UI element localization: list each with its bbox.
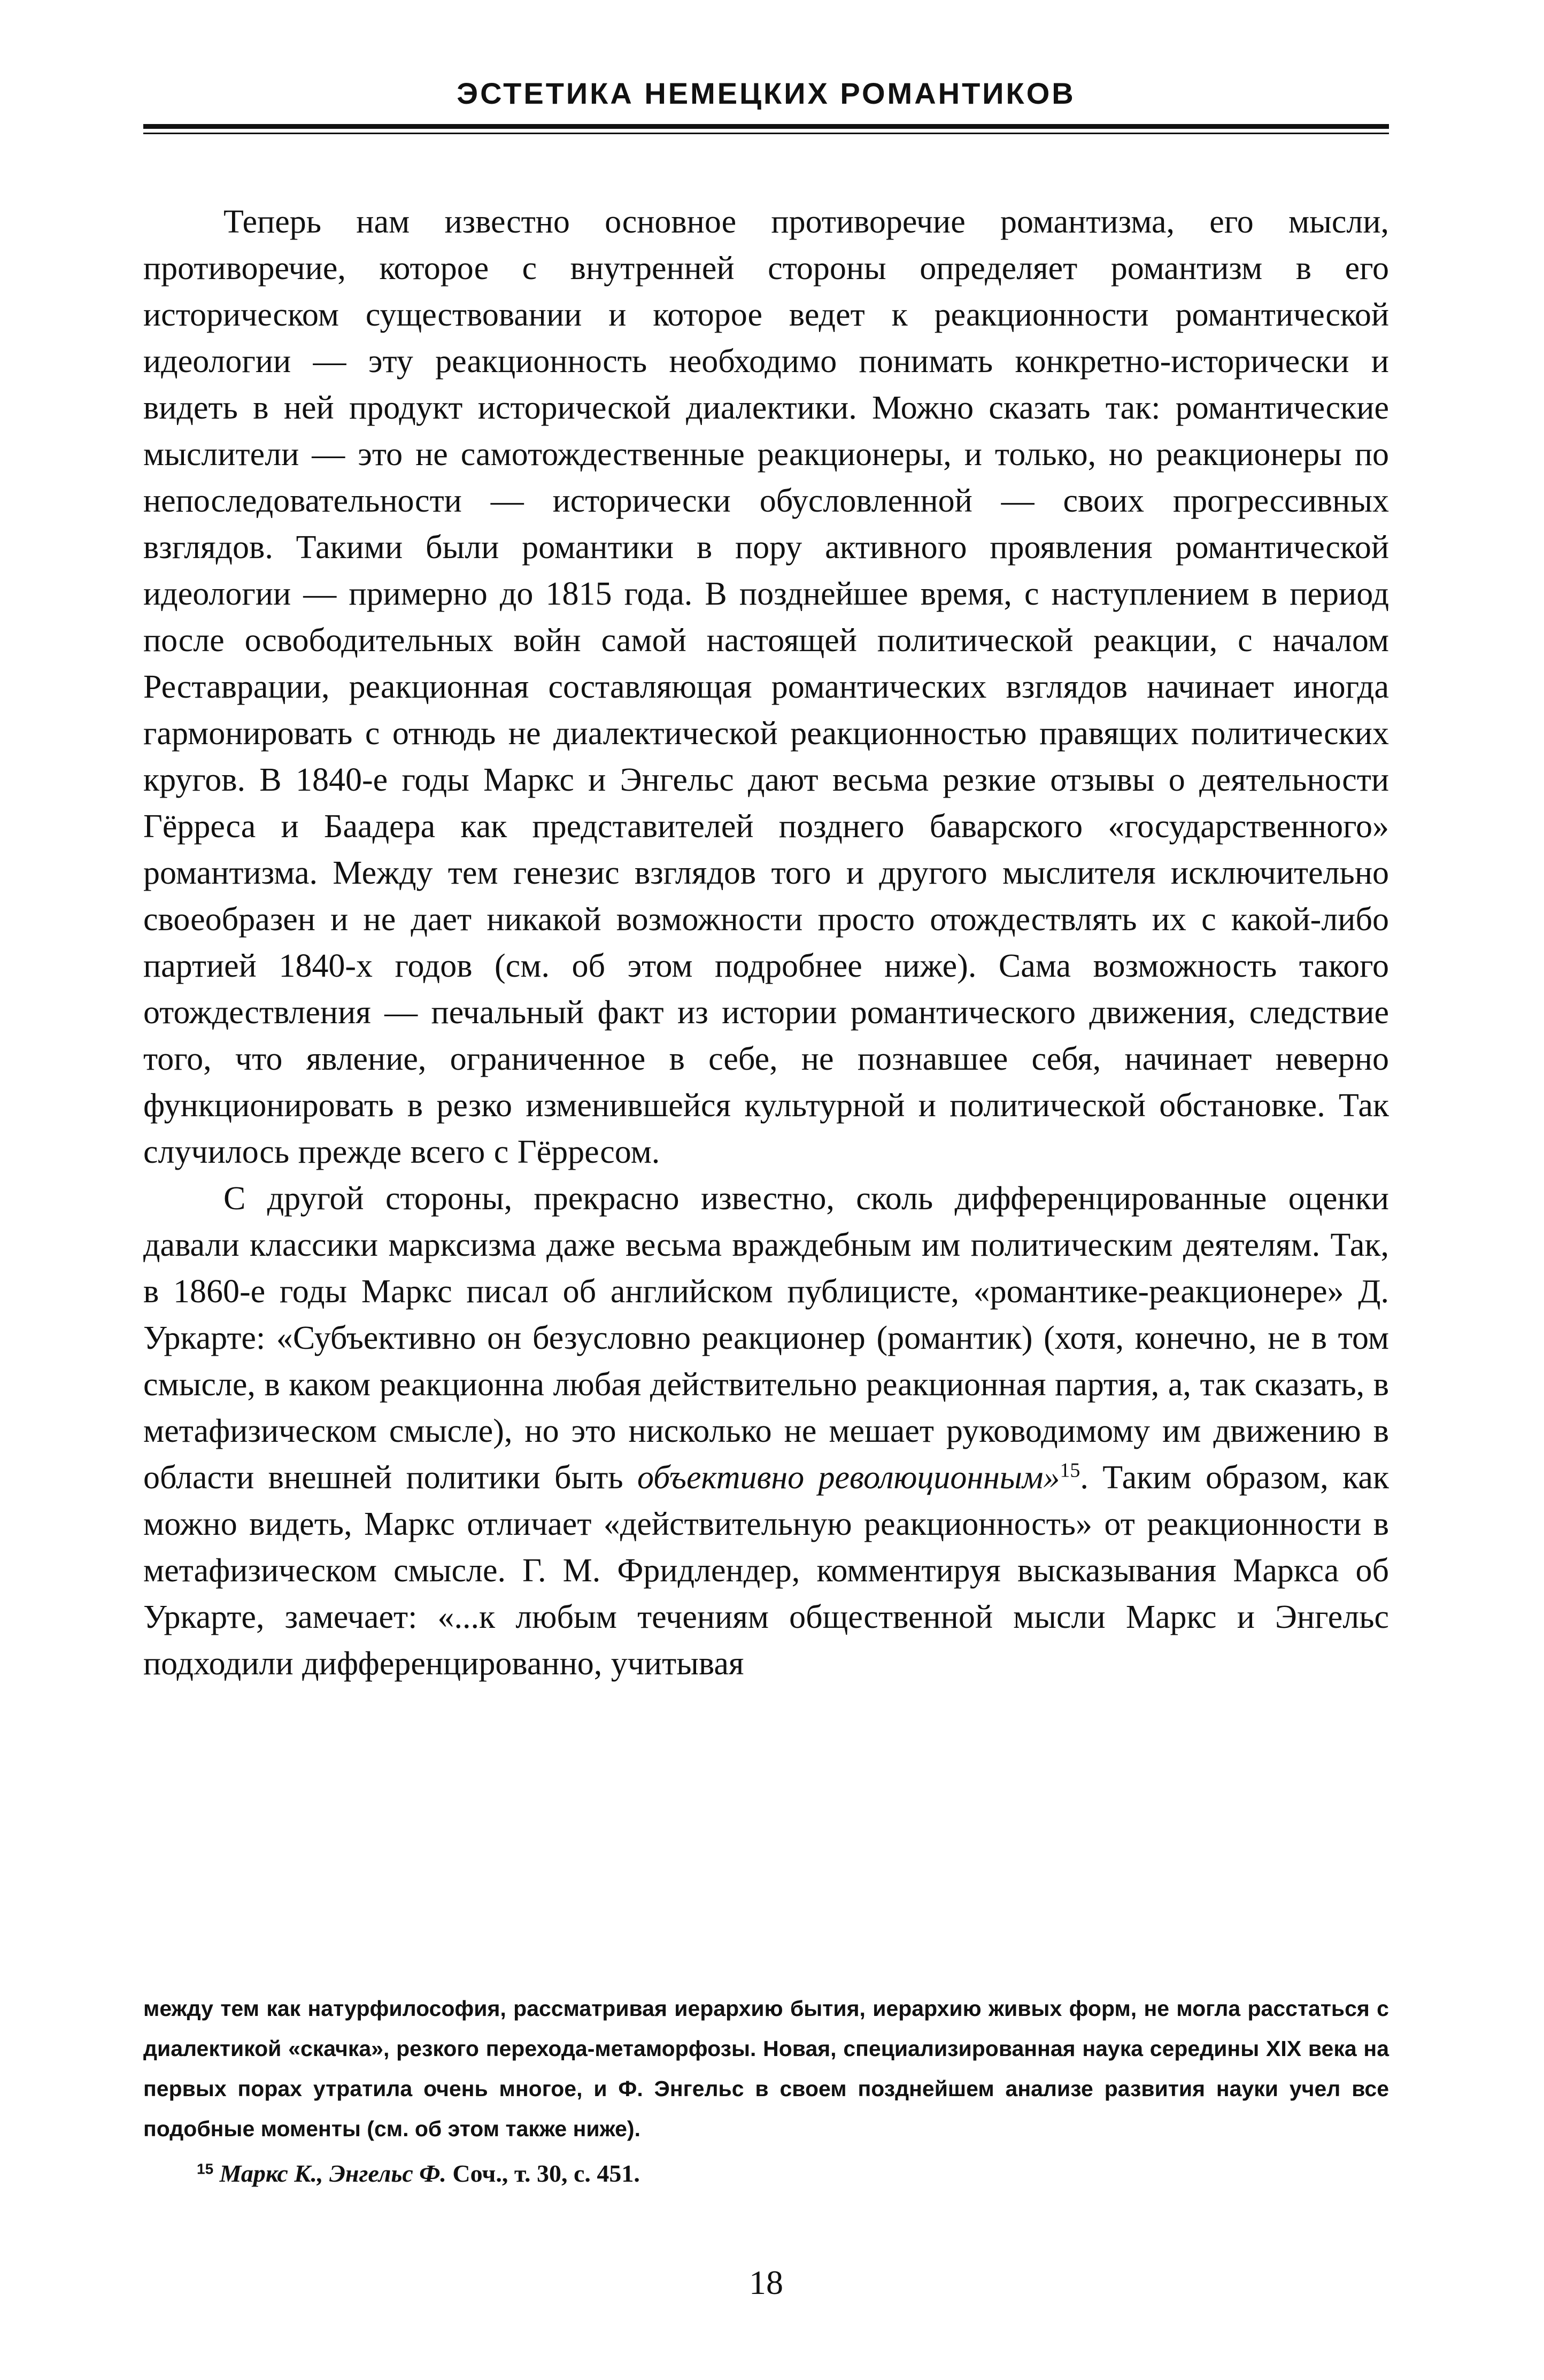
header-rule-thick: [143, 124, 1389, 129]
paragraph-2-start: С другой стороны, прекрасно известно, сколь дифференцированные оценки давали классики марксизма даже весьма враждебным им политическим деятелям. Так, в 1860-е годы Маркс писал об английском публицисте, «романтике-реакционере» Д. Уркарте: «Субъективно он безусловно реакционер (романтик) (хотя, конечно, не в том смысле, в каком реакционна любая действительно реакционная партия, а, так сказать, в метафизическом смысле), но это нисколько не мешает руководимому им движению в области внешней политики быть: [143, 1180, 1389, 1496]
running-title: ЭСТЕТИКА НЕМЕЦКИХ РОМАНТИКОВ: [457, 76, 1076, 110]
footnote-15: [143, 2153, 1389, 2194]
main-text: [143, 199, 1389, 1687]
page-number: 18: [749, 2263, 783, 2301]
paragraph-2-italic: объективно революционным»: [637, 1459, 1060, 1496]
footnote-15-source: Соч., т. 30, с. 451.: [446, 2160, 640, 2187]
paragraph-2-end: . Таким образом, как можно видеть, Маркс отличает «действительную реакционность» от реакционности в метафизическом смысле. Г. М. Фридлендер, комментируя высказывания Маркса об Уркарте, замечает: «...к любым течениям общественной мысли Маркс и Энгельс подходили дифференцированно, учитывая: [143, 1459, 1389, 1682]
paragraph-1: Теперь нам известно основное противоречие романтизма, его мысли, противоречие, которое с внутренней стороны определяет романтизм в его историческом существовании и которое ведет к реакционности романтической идеологии — эту реакционность необходимо понимать конкретно-исторически и видеть в ней продукт исторической диалектики. Можно сказать так: романтические мыслители — это не самотождественные реакционеры, и только, но реакционеры по непоследовательности — исторически обусловленной — своих прогрессивных взглядов. Такими были романтики в пору активного проявления романтической идеологии — примерно до 1815 года. В позднейшее время, с наступлением в период после освободительных войн самой настоящей политической реакции, с началом Реставрации, реакционная составляющая романтических взглядов начинает иногда гармонировать с отнюдь не диалектической реакционностью правящих политических кругов. В 1840-е годы Маркс и Энгельс дают весьма резкие отзывы о деятельности Гёрреса и Баадера как представителей позднего баварского «государственного» романтизма. Между тем генезис взглядов того и другого мыслителя исключительно своеобразен и не дает никакой возможности просто отождествлять их с какой-либо партией 1840-х годов (см. об этом подробнее ниже). Сама возможность такого отождествления — печальный факт из истории романтического движения, следствие того, что явление, ограниченное в себе, не познавшее себя, начинает неверно функционировать в резко изменившейся культурной и политической обстановке. Так случилось прежде всего с Гёрресом.: [143, 204, 1389, 1170]
footnote-reference-15: 15: [1060, 1459, 1080, 1482]
footnotes: [143, 1989, 1389, 2194]
paragraph-2: [143, 1176, 1389, 1687]
footnote-continuation: между тем как натурфилософия, рассматривая иерархию бытия, иерархию живых форм, не могла расстаться с диалектикой «скачка», резкого перехода-метаморфозы. Новая, специализированная наука середины XIX века на первых порах утратила очень многое, и Ф. Энгельс в своем позднейшем анализе развития науки учел все подобные моменты (см. об этом также ниже).: [143, 1996, 1389, 2141]
footnote-15-mark: 15: [197, 2160, 214, 2177]
header-rule-thin: [143, 133, 1389, 134]
footnote-15-authors: Маркс К., Энгельс Ф.: [219, 2160, 446, 2187]
